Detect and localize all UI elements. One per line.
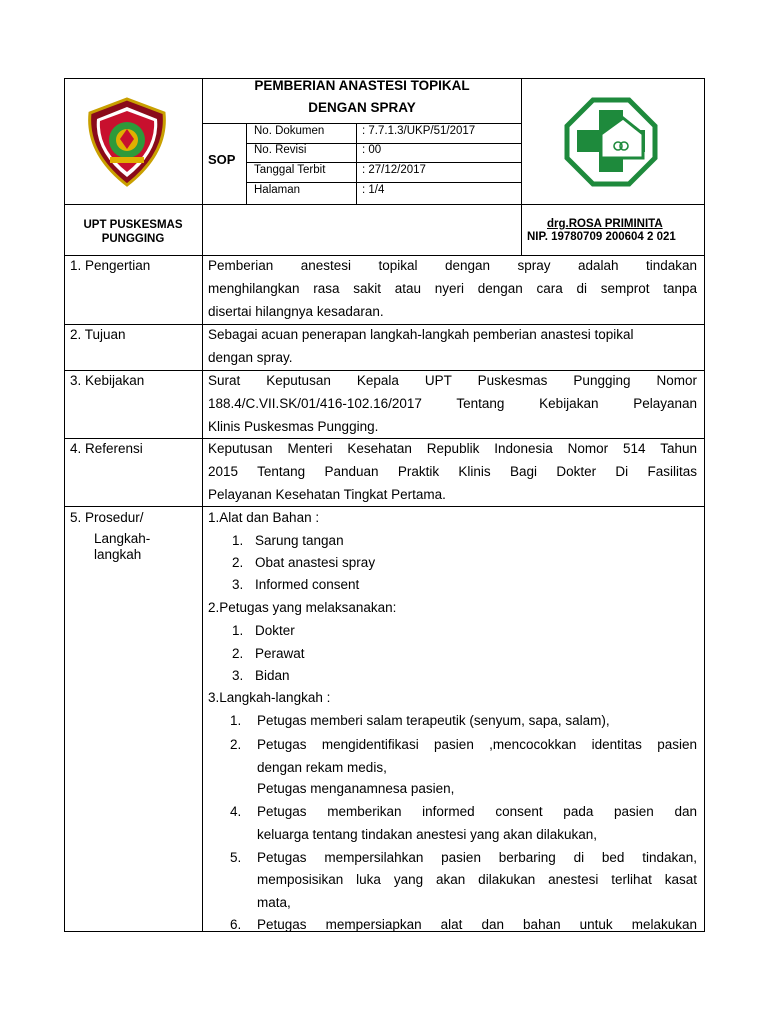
section-label-kebijakan: 3. Kebijakan [70,373,145,388]
step-number: 5. [230,850,242,865]
puskesmas-logo [563,96,659,188]
step-line: dengan rekam medis, [257,760,387,775]
step-line: keluarga tentang tindakan anestesi yang akan dilakukan, [257,827,597,842]
step-number: 4. [230,804,242,819]
tujuan-line: Sebagai acuan penerapan langkah-langkah pemberian anastesi topikal [208,327,634,342]
step-line: Petugas memberi salam terapeutik (senyum, sapa, salam), [257,713,610,728]
langkah-heading: 3.Langkah-langkah : [208,690,331,705]
petugas-item-number: 3. [232,668,244,683]
page-value: : 1/4 [362,184,385,196]
petugas-item: Dokter [255,623,295,638]
pengertian-line: Pemberian anestesi topikal dengan spray adalah tindakan [208,258,697,273]
signer-nip: NIP. 19780709 200604 2 021 [527,231,676,243]
step-line: Petugas menganamnesa pasien, [257,781,455,796]
doc-number-label: No. Dokumen [254,125,325,137]
step-number: 2. [230,737,242,752]
revision-label: No. Revisi [254,144,307,156]
alat-item-number: 2. [232,555,244,570]
alat-heading: 1.Alat dan Bahan : [208,510,320,525]
petugas-item: Bidan [255,668,290,683]
section-label-prosedur-2: Langkah- [94,531,151,546]
section-label-referensi: 4. Referensi [70,441,143,456]
org-name-line1: UPT PUSKESMAS [83,219,183,231]
document-title-line1: PEMBERIAN ANASTESI TOPIKAL [254,78,470,93]
alat-item: Obat anastesi spray [255,555,376,570]
step-line: memposisikan luka yang akan dilakukan anestesi terlihat kasat [257,872,697,887]
page-label: Halaman [254,184,301,196]
referensi-line: Keputusan Menteri Kesehatan Republik Indonesia Nomor 514 Tahun [208,441,697,456]
referensi-line: 2015 Tentang Panduan Praktik Klinis Bagi Dokter Di Fasilitas [208,464,697,479]
alat-item: Informed consent [255,577,360,592]
revision-value: : 00 [362,144,382,156]
kebijakan-line: Surat Keputusan Kepala UPT Puskesmas Pungging Nomor [208,373,697,388]
document-title-line2: DENGAN SPRAY [308,100,416,115]
section-label-pengertian: 1. Pengertian [70,258,151,273]
alat-item-number: 3. [232,577,244,592]
petugas-heading: 2.Petugas yang melaksanakan: [208,600,397,615]
signer-name: drg.ROSA PRIMINITA [547,218,663,230]
pengertian-line: disertai hilangnya kesadaran. [208,304,384,319]
pengertian-line: menghilangkan rasa sakit atau nyeri dengan cara di semprot tanpa [208,281,697,296]
kebijakan-line: Klinis Puskesmas Pungging. [208,419,379,434]
section-label-prosedur: 5. Prosedur/ [70,510,144,525]
alat-item: Sarung tangan [255,533,344,548]
step-number: 1. [230,713,242,728]
petugas-item-number: 2. [232,646,244,661]
alat-item-number: 1. [232,533,244,548]
doc-number-value: : 7.7.1.3/UKP/51/2017 [362,125,476,137]
sop-label: SOP [208,152,236,167]
step-line: Petugas memberikan informed consent pada pasien dan [257,804,697,819]
issue-date-value: : 27/12/2017 [362,164,426,176]
petugas-item-number: 1. [232,623,244,638]
issue-date-label: Tanggal Terbit [254,164,326,176]
step-line: Petugas mempersiapkan alat dan bahan untuk melakukan [257,917,697,932]
section-label-prosedur-3: langkah [94,547,142,562]
section-label-tujuan: 2. Tujuan [70,327,126,342]
regency-seal-logo [80,95,174,189]
step-line: mata, [257,895,291,910]
step-number: 6. [230,917,242,932]
step-line: Petugas mengidentifikasi pasien ,mencocokkan identitas pasien [257,737,697,752]
petugas-item: Perawat [255,646,305,661]
kebijakan-line: 188.4/C.VII.SK/01/416-102.16/2017 Tentang Kebijakan Pelayanan [208,396,697,411]
tujuan-line: dengan spray. [208,350,293,365]
step-line: Petugas mempersilahkan pasien berbaring di bed tindakan, [257,850,697,865]
referensi-line: Pelayanan Kesehatan Tingkat Pertama. [208,487,446,502]
org-name-line2: PUNGGING [101,233,165,245]
